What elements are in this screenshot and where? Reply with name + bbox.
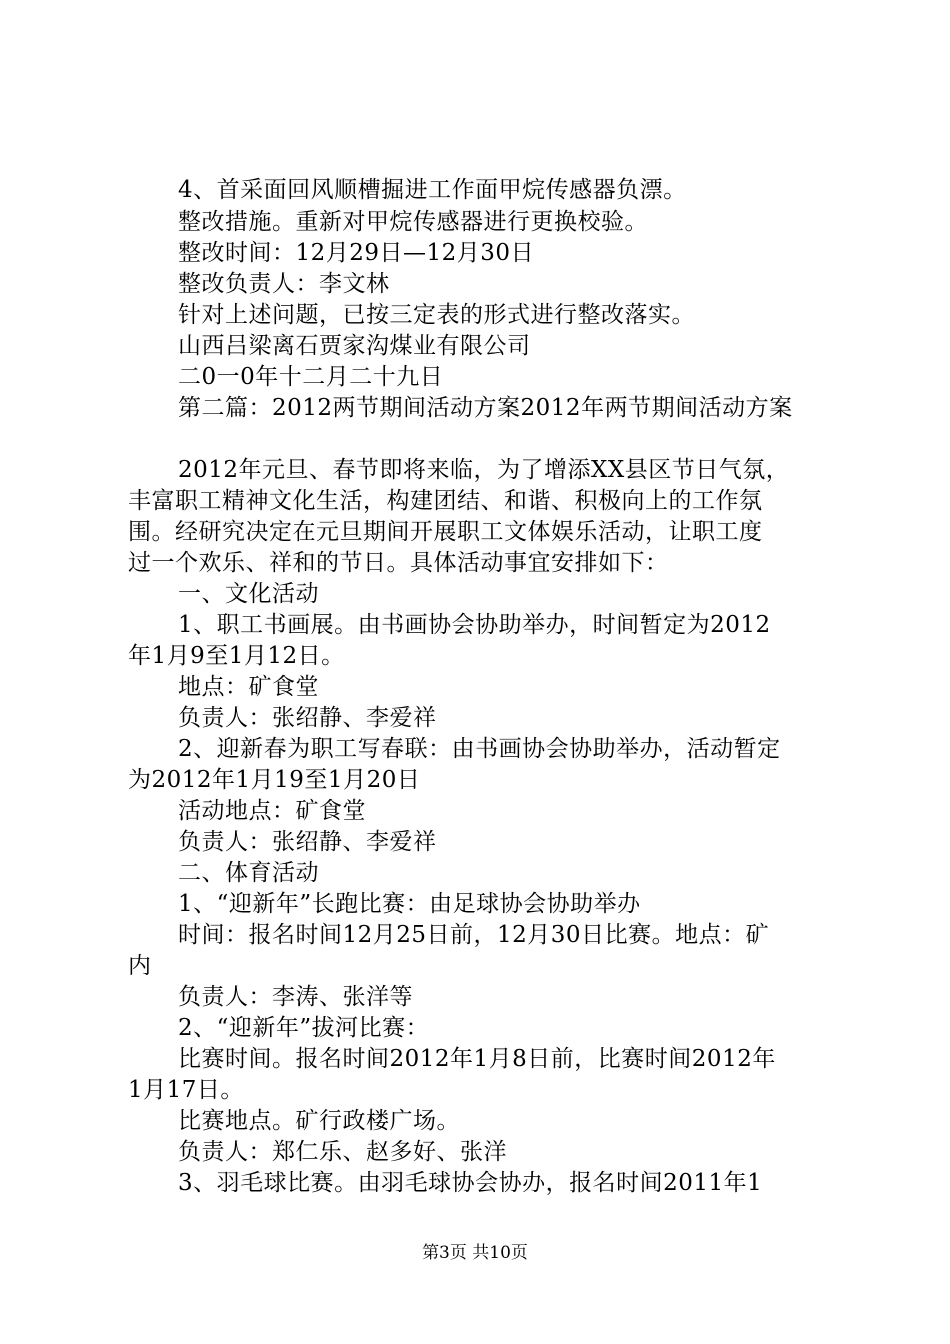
- text-line: 整改负责人：李文林: [178, 271, 390, 297]
- text-line: 1、职工书画展。由书画协会协助举办，时间暂定为2012: [178, 612, 771, 638]
- text-line: 地点：矿食堂: [178, 674, 319, 700]
- text-line: 时间：报名时间12月25日前，12月30日比赛。地点：矿: [178, 922, 770, 948]
- text-line: 1、“迎新年”长跑比赛：由足球协会协助举办: [178, 891, 641, 917]
- text-line: 二0一0年十二月二十九日: [178, 364, 444, 390]
- text-line: 比赛时间。报名时间2012年1月8日前，比赛时间2012年: [178, 1046, 776, 1072]
- text-line: 一、文化活动: [178, 581, 319, 607]
- text-line: 针对上述问题，已按三定表的形式进行整改落实。: [178, 302, 695, 328]
- page-footer: 第3页 共10页: [422, 1243, 528, 1263]
- text-line: 为2012年1月19至1月20日: [128, 767, 421, 793]
- text-line: 2、迎新春为职工写春联：由书画协会协助举办，活动暂定: [178, 736, 781, 762]
- text-line: 比赛地点。矿行政楼广场。: [178, 1108, 460, 1134]
- text-line: 3、羽毛球比赛。由羽毛球协会协办，报名时间2011年1: [178, 1170, 763, 1196]
- text-line: 负责人：李涛、张洋等: [178, 984, 413, 1010]
- text-line: 4、首采面回风顺槽掘进工作面甲烷传感器负漂。: [178, 177, 687, 203]
- text-line: 二、体育活动: [178, 860, 319, 886]
- section-heading: 第二篇：2012两节期间活动方案2012年两节期间活动方案: [178, 395, 793, 421]
- text-line: 丰富职工精神文化生活，构建团结、和谐、积极向上的工作氛: [128, 488, 763, 514]
- text-line: 年1月9至1月12日。: [128, 643, 345, 669]
- text-line: 围。经研究决定在元旦期间开展职工文体娱乐活动，让职工度: [128, 519, 763, 545]
- text-line: 整改时间：12月29日—12月30日: [178, 240, 535, 266]
- text-line: 1月17日。: [128, 1077, 244, 1103]
- text-line: 负责人：张绍静、李爱祥: [178, 705, 437, 731]
- text-line: 负责人：张绍静、李爱祥: [178, 829, 437, 855]
- text-line: 2012年元旦、春节即将来临，为了增添XX县区节日气氛，: [178, 457, 790, 483]
- text-line: 内: [128, 953, 152, 979]
- text-line: 整改措施。重新对甲烷传感器进行更换校验。: [178, 209, 648, 235]
- text-line: 2、“迎新年”拔河比赛：: [178, 1015, 430, 1041]
- text-line: 活动地点：矿食堂: [178, 798, 366, 824]
- text-line: 山西吕梁离石贾家沟煤业有限公司: [178, 333, 531, 359]
- text-line: 负责人：郑仁乐、赵多好、张洋: [178, 1139, 507, 1165]
- text-line: 过一个欢乐、祥和的节日。具体活动事宜安排如下：: [128, 550, 669, 576]
